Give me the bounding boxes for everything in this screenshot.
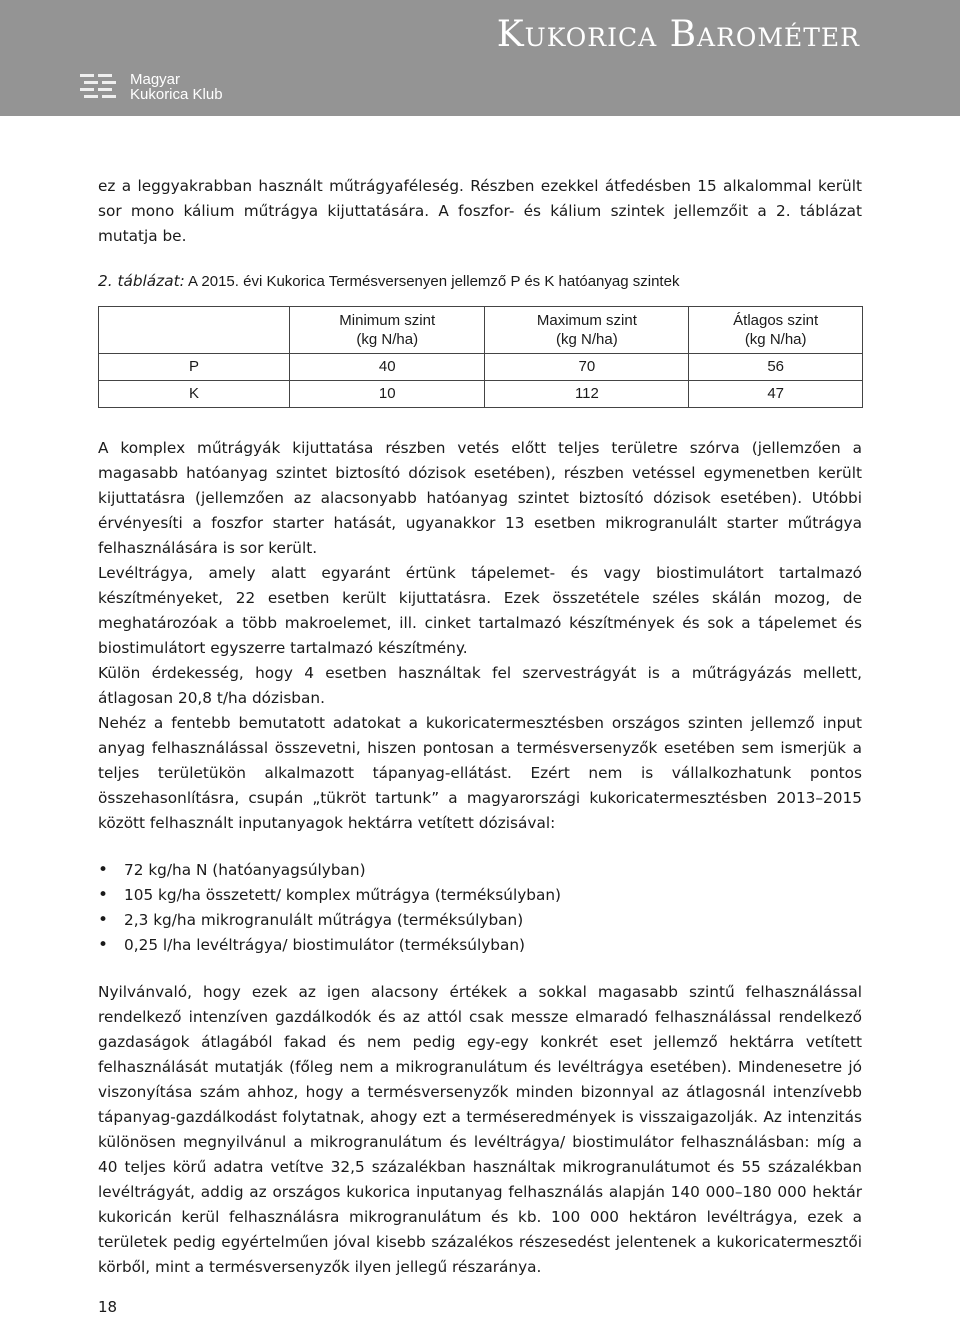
table-caption [98,269,862,294]
bullet-list [98,858,862,958]
logo-line-2: Kukorica Klub [130,86,223,103]
paragraph: Külön érdekesség, hogy 4 esetben használtak fel szervestrágyát is a műtrágyázás mellett, átlagosan 20,8 t/ha dózisban. [98,664,862,707]
table-row [99,381,863,408]
table-cell: 10 [290,381,485,408]
paragraph: Nehéz a fentebb bemutatott adatokat a kukoricatermesztésben országos szinten jellemző input anyag felhasználással összevetni, hiszen pontosan a termésversenyzők esetében sem ismerjük a teljes területükön alkalmazott tápanyag-ellátást. Ezért nem is vállalkozhatunk pontos összehasonlításra, csupán „tükröt tartunk” a magyarországi kukoricatermesztésben 2013–2015 között felhasznált inputanyagok hektárra vetített dózisával: [98,714,862,832]
table-cell: 47 [689,381,863,408]
list-item: • 72 kg/ha N (hatóanyagsúlyban) [98,858,862,883]
paragraph: Nyilvánvaló, hogy ezek az igen alacsony értékek a sokkal magasabb szintű felhasználással rendelkező intenzíven gazdálkodók és az attól csak messze elmaradó felhasználással rendelkező gazdaságok átlagából fakad és nem pedig egy-egy konkrét eset jellemző hektárra vetített felhasználását mutatják (főleg nem a mikrogranulátum és levéltrágya esetében). Mindenesetre jó viszonyítása szám ahhoz, hogy a termésversenyzők minden bizonnyal az átlagosnál intenzívebb tápanyag-gazdálkodást folytatnak, ahogy ezt a terméseredmények is visszaigazolják. Az intenzitás különösen megnyilvánul a mikrogranulátum és levéltrágya/ biostimulátor felhasználásban: míg a 40 teljes körű adatra vetítve 32,5 százalékban használtak mikrogranulátumot és 55 százalékban levéltrágyát, addig az országos kukorica inputanyag felhasználás alapján 140 000–180 000 hektár kukoricán kerül felhasználásra mikrogranulátum és kb. 100 000 hektáron levéltrágya, ezek a területek pedig egyértelműen jóval kisebb százalékos részesedést jelentenek a kukoricatermesztői körből, mint a termésversenyzők ilyen jellegű részaránya. [98,983,862,1276]
paragraph: ez a leggyakrabban használt műtrágyaféleség. Részben ezekkel átfedésben 15 alkalommal került sor mono kálium műtrágya kijuttatására. A foszfor- és kálium szintek jellemzőit a 2. táblázat mutatja be. [98,177,862,245]
table-cell: 112 [485,381,689,408]
page-number: 18 [98,1298,118,1316]
list-item: • 0,25 l/ha levéltrágya/ biostimulátor (terméksúlyban) [98,933,862,958]
page-header [0,0,960,116]
paragraph: A komplex műtrágyák kijuttatása részben vetés előtt teljes területre szórva (jellemzően a magasabb hatóanyag szintet biztosító dózisok esetében), részben vetéssel egymenetben került kijuttatásra (jellemzően az alacsonyabb hatóanyag szintet biztosító dózisok esetében). Utóbbi érvényesíti a foszfor starter hatását, ugyanakkor 13 esetben mikrogranulált starter műtrágya felhasználására is sor került. [98,439,862,557]
list-item: • 105 kg/ha összetett/ komplex műtrágya (terméksúlyban) [98,883,862,908]
paragraph: Levéltrágya, amely alatt egyaránt értünk tápelemet- és vagy biostimulátort tartalmazó készítményeket, 22 esetben került kijuttatásra. Ezek összetétele széles skálán mozog, de meghatározóak a több makroelemet, ill. cinket tartalmazó készítmények és sok a tápelemet és biostimulátort egyszerre tartalmazó készítmény. [98,564,862,657]
table-cell: 40 [290,354,485,381]
table-row [99,354,863,381]
nutrient-levels-table [98,306,863,408]
logo-text [130,72,223,102]
row-label: P [99,354,290,381]
table-cell: 70 [485,354,689,381]
table-caption-text: A 2015. évi Kukorica Termésversenyen jellemző P és K hatóanyag szintek [184,273,680,290]
article-body [98,174,862,1280]
column-header-minimum: Minimum szint (kg N/ha) [290,307,485,354]
magyar-kukorica-klub-logo [80,70,223,104]
column-header-maximum: Maximum szint (kg N/ha) [485,307,689,354]
list-item: • 2,3 kg/ha mikrogranulált műtrágya (terméksúlyban) [98,908,862,933]
publication-title: Kukorica Barométer [496,14,860,55]
table-caption-label: 2. táblázat: [98,272,185,290]
row-label: K [99,381,290,408]
column-header-average: Átlagos szint (kg N/ha) [689,307,863,354]
table-cell: 56 [689,354,863,381]
logo-line-1: Magyar [130,71,181,88]
table-header-row [99,307,863,354]
logo-stripes-icon [80,72,124,102]
table-corner-cell [99,307,290,354]
